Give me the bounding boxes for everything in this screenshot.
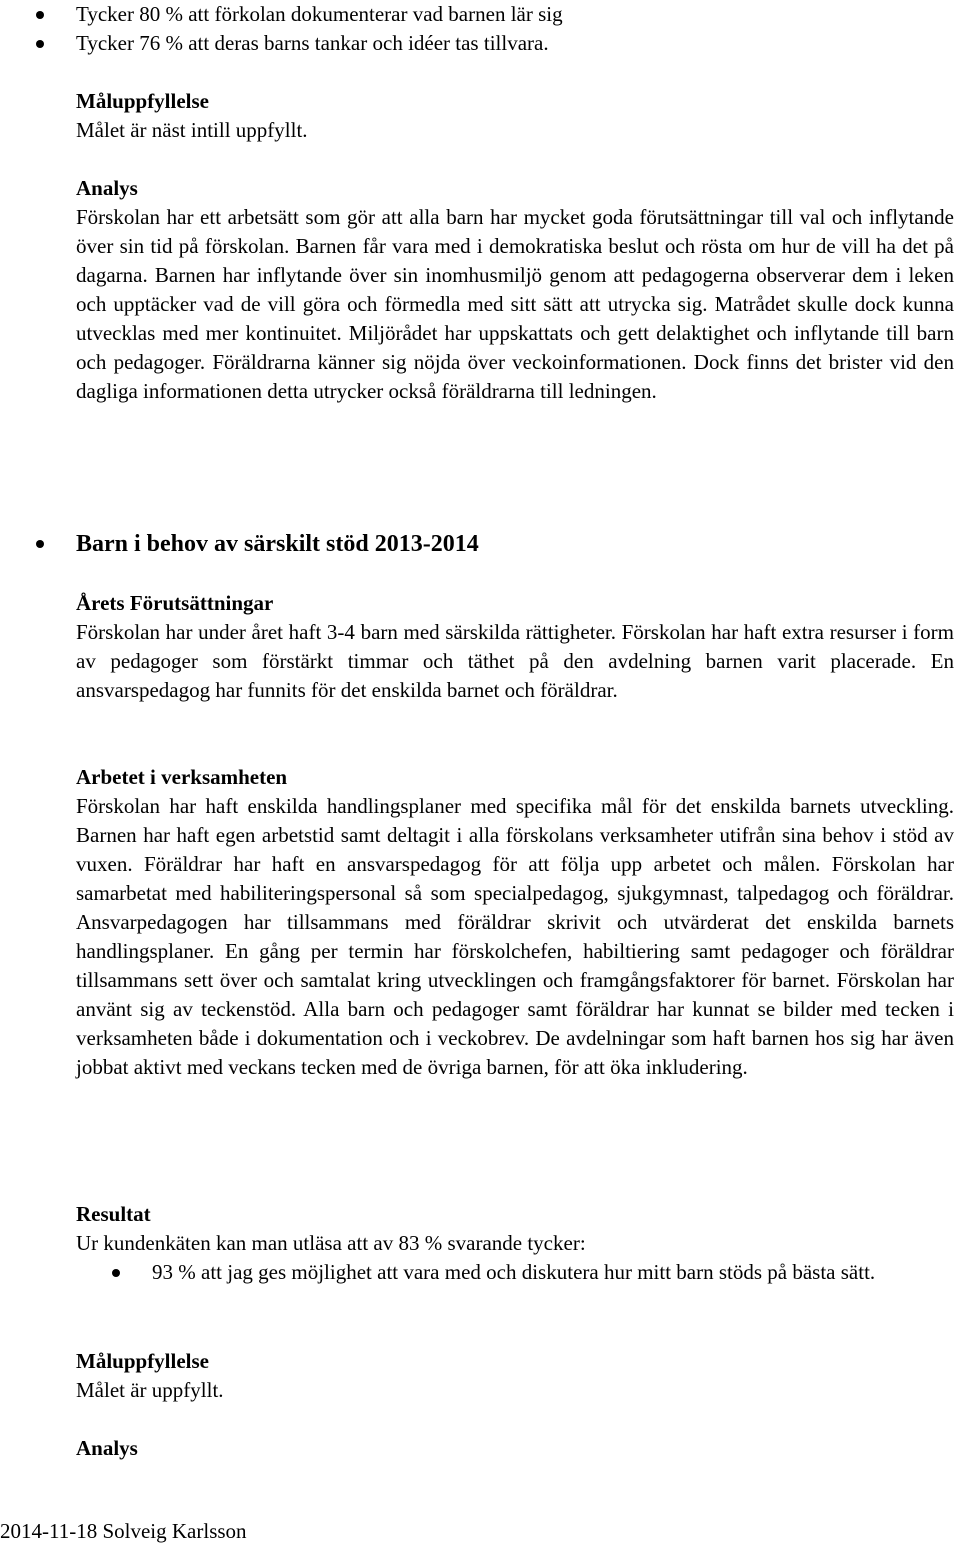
- bullet-text: Tycker 80 % att förkolan dokumenterar vad barnen lär sig: [76, 2, 563, 26]
- analys-section-1: [76, 174, 954, 406]
- arbetet-paragraph: Förskolan har haft enskilda handlingsplaner med specifika mål för det enskilda barnets utveckling. Barnen har haft egen arbetstid samt deltagit i alla förskolans verksamheter utifrån sina behov i stöd av vuxen. Föräldrar har haft en ansvarspedagog för att följa upp arbetet och målen. Förskolan har samarbetat med habiliteringspersonal så som specialpedagog, sjukgymnast, talpedagog och föräldrar. Ansvarpedagogen har tillsammans med föräldrar skrivit och utvärderat det enskilda barnets handlingsplaner. En gång per termin har förskolchefen, habiltiering samt pedagoger och föräldrar tillsammans sett över och samtalat kring utvecklingen och framgångsfaktorer för barnet. Förskolan har använt sig av teckenstöd. Alla barn och pedagoger samt föräldrar har kunnat se bilder med tecken i verksamheten både i dokumentation och i veckobrev. De avdelningar som haft barnen hos sig har även jobbat aktivt med veckans tecken med de övriga barnen, för att öka inkludering.: [76, 794, 954, 1079]
- analys-section-2: [76, 1434, 954, 1463]
- maluppfyllelse-section-1: [76, 87, 954, 145]
- bullet-icon: [36, 540, 44, 548]
- page-footer: 2014-11-18 Solveig Karlsson: [0, 1519, 247, 1543]
- analys-heading: Analys: [76, 176, 138, 200]
- analys-paragraph: Förskolan har ett arbetsätt som gör att alla barn har mycket goda förutsättningar till val och inflytande över sin tid på förskolan. Barnen får vara med i demokratiska beslut och rösta om hur de vill ha det på dagarna. Barnen har inflytande över sin inomhusmiljö genom att pedagogerna observerar dem i leken och upptäcker vad de vill göra och förmedla med sitt sätt att utrycka sig. Matrådet skulle dock kunna utvecklas med mer kontinuitet. Miljörådet har uppskattats och gett delaktighet och inflytande till barn och pedagoger. Föräldrarna känner sig nöjda över veckoinformationen. Dock finns det brister vid den dagliga informationen detta utrycker också föräldrarna till ledningen.: [76, 205, 954, 403]
- analys-heading: Analys: [76, 1436, 138, 1460]
- arets-forutsattningar-paragraph: Förskolan har under året haft 3-4 barn med särskilda rättigheter. Förskolan har haft extra resurser i form av pedagoger som förstärkt timmar och täthet på den avdelning barnen varit placerade. En ansvarspedagog har funnits för det enskilda barnet och föräldrar.: [76, 620, 954, 702]
- list-item: [0, 0, 960, 29]
- maluppfyllelse-text: Målet är uppfyllt.: [76, 1378, 224, 1402]
- bullet-text: Tycker 76 % att deras barns tankar och idéer tas tillvara.: [76, 31, 549, 55]
- arbetet-section: [76, 763, 954, 1082]
- maluppfyllelse-text: Målet är näst intill uppfyllt.: [76, 118, 308, 142]
- resultat-heading: Resultat: [76, 1202, 151, 1226]
- resultat-text: Ur kundenkäten kan man utläsa att av 83 % svarande tycker:: [76, 1231, 586, 1255]
- arets-forutsattningar-heading: Årets Förutsättningar: [76, 591, 274, 615]
- resultat-section: [0, 1200, 960, 1287]
- maluppfyllelse-section-2: [76, 1347, 954, 1405]
- top-bullet-list: [0, 0, 960, 58]
- arets-forutsattningar-section: [76, 589, 954, 705]
- list-item: [0, 1258, 902, 1287]
- bullet-icon: [112, 1269, 120, 1277]
- maluppfyllelse-heading: Måluppfyllelse: [76, 89, 210, 113]
- list-item: [0, 29, 960, 58]
- bullet-icon: [36, 11, 44, 19]
- bullet-text: 93 % att jag ges möjlighet att vara med och diskutera hur mitt barn stöds på bästa sätt.: [152, 1260, 876, 1284]
- arbetet-heading: Arbetet i verksamheten: [76, 765, 288, 789]
- bullet-icon: [36, 40, 44, 48]
- maluppfyllelse-heading: Måluppfyllelse: [76, 1349, 210, 1373]
- section-title: [0, 528, 960, 560]
- section-title-text: Barn i behov av särskilt stöd 2013-2014: [76, 531, 479, 557]
